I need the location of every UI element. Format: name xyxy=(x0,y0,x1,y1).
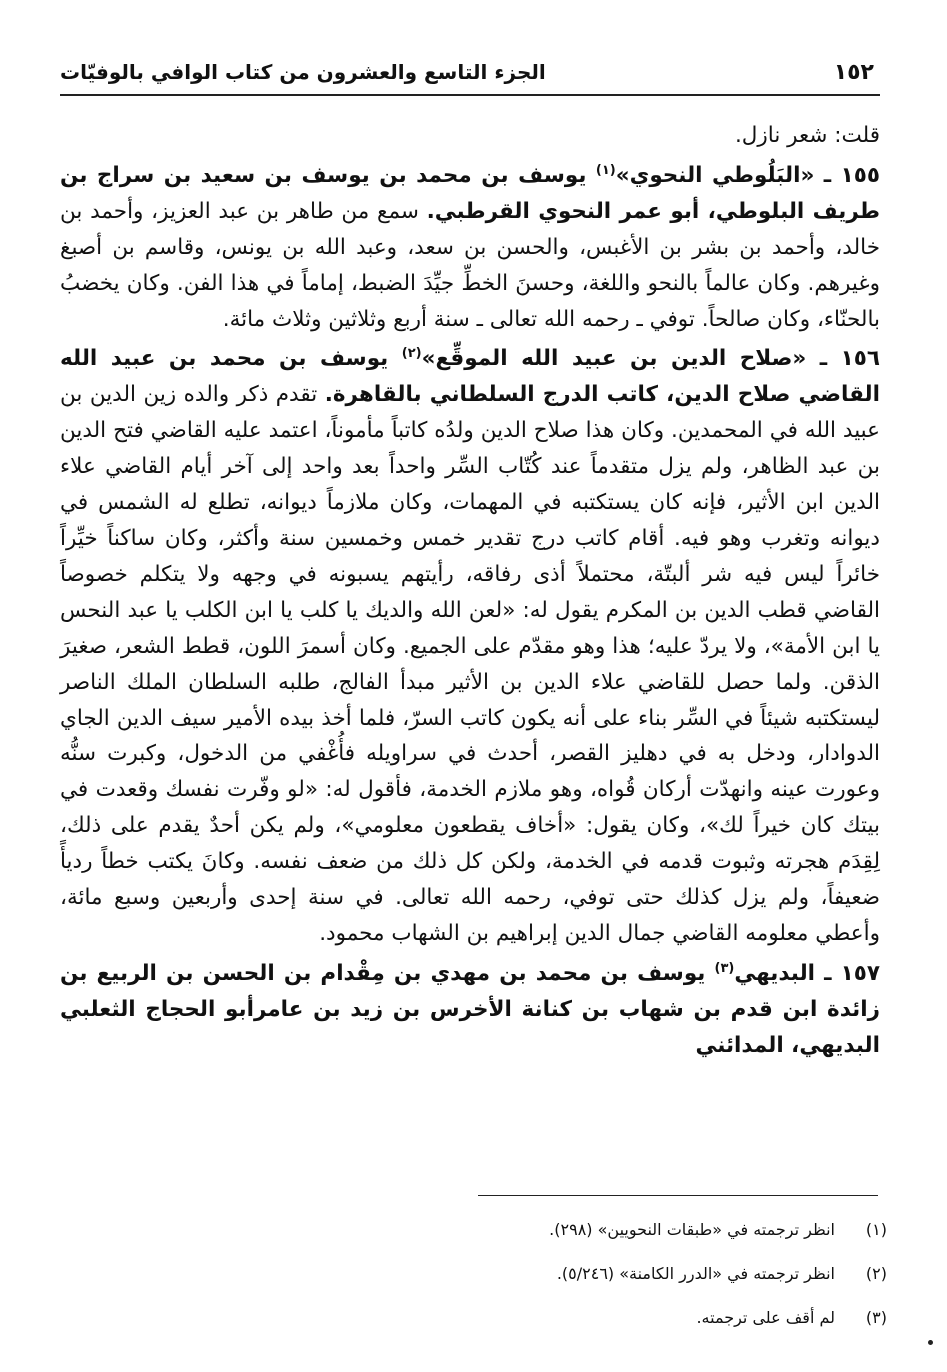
page-number: ١٥٢ xyxy=(833,60,874,85)
scan-speck xyxy=(928,1340,933,1345)
footnote-ref-2: (٢) xyxy=(401,346,422,362)
footnote-2-number: (٢) xyxy=(865,1264,887,1283)
entry-157-heading: ١٥٧ ـ البديهي xyxy=(734,960,880,986)
footnote-1 xyxy=(67,1208,887,1252)
footnote-3 xyxy=(67,1296,887,1340)
main-text xyxy=(60,118,880,1064)
page-header xyxy=(60,48,880,96)
qult-line: قلت: شعر نازل. xyxy=(734,123,880,148)
entry-156-text: تقدم ذكر والده زين الدين بن عبيد الله في المحمدين. وكان هذا صلاح الدين ولدُه كاتباً مأموناً، اعتمد عليه القاضي فتح الدين بن عبد الظاهر، ولم يزل متقدماً عند كُتّاب السِّر واحداً بعد واحد إلى آخر أيام القاضي علاء الدين ابن الأثير، فإنه كان يستكتبه في المهمات، وكان ملازماً ديوانه، تطلع له الشمس في ديوانه وتغرب وهو فيه. أقام كاتب درج تقدير خمس وخمسين سنة وأكثر، وكان ساكناً خيِّراً خائراً ليس فيه شر ألبتّة، محتملاً أذى رفاقه، رأيتهم يسبونه في وجهه ولا يتكلم خصوصاً القاضي قطب الدين بن المكرم يقول له: «لعن الله والديك يا كلب يا ابن الكلب يا عبد النحس يا ابن الأمة»، ولا يردّ عليه؛ هذا وهو مقدّم على الجميع. وكان أسمرَ اللون، قطط الشعر، صغيرَ الذقن. ولما حصل للقاضي علاء الدين بن الأثير مبدأ الفالج، طلبه السلطان الملك الناصر ليستكتبه شيئاً في السِّر بناء على أنه يكون كاتب السرّ، فلما أخذ بيده الأمير سيف الدين الجاي الدوادار، ودخل به في دهليز القصر، أحدث في سراويله فأُغْفي من الدخول، وكبرت سنُّه وعورت عينه وانهدّت أركان قُواه، وهو ملازم الخدمة، فأقول له: «لو وفّرت نفسك وقعدت في بيتك كان خيراً لك»، وكان يقول: «أخاف يقطعون معلومي»، ولم يكن أحدٌ يقدم على ذلك، لِقِدَم هجرته وثبوت قدمه في الخدمة، ولكن كل ذلك من ضعف نفسه. وكانَ يكتب خطاً رديأً ضعيفاً، ولم يزل كذلك حتى توفي، رحمه الله تعالى. في سنة إحدى وأربعين وسبع مائة، وأعطي معلومه القاضي جمال الدين إبراهيم بن الشهاب محمود. xyxy=(60,382,880,946)
entry-155-heading: ١٥٥ ـ «البَلُوطي النحوي» xyxy=(615,162,880,188)
footnote-separator xyxy=(478,1195,878,1196)
footnote-1-text: انظر ترجمته في «طبقات النحويين» (٢٩٨). xyxy=(549,1220,835,1239)
entry-157-name: يوسف بن محمد بن مهدي بن مِقْدام بن الحسن بن الربيع بن زائدة ابن قدم بن شهاب بن كنانة الأخرس بن زيد بن عامرأبو الحجاج الثعلبي البديهي، المدائني xyxy=(60,960,880,1058)
entry-156 xyxy=(60,341,880,951)
footnote-ref-3: (٣) xyxy=(714,960,735,976)
footnote-1-number: (١) xyxy=(865,1220,887,1239)
footnotes xyxy=(67,1208,887,1340)
entry-155 xyxy=(60,158,880,338)
running-title: الجزء التاسع والعشرون من كتاب الوافي بالوفيّات xyxy=(60,60,546,84)
entry-155-text: سمع من طاهر بن عبد العزيز، وأحمد بن خالد، وأحمد بن بشر بن الأغبس، والحسن بن سعد، وعبد الله بن يونس، وقاسم بن أصبغ وغيرهم. وكان عالماً بالنحو واللغة، وحسنَ الخطِّ جيِّدَ الضبط، إماماً في هذا الفن. وكان يخضبُ بالحنّاء، وكان صالحاً. توفي ـ رحمه الله تعالى ـ سنة أربع وثلاثين وثلاث مائة. xyxy=(60,198,880,332)
entry-156-name: يوسف بن محمد بن عبيد الله القاضي صلاح الدين، كاتب الدرج السلطاني بالقاهرة. xyxy=(60,346,880,408)
footnote-3-text: لم أقف على ترجمته. xyxy=(696,1308,835,1327)
footnote-2 xyxy=(67,1252,887,1296)
entry-157 xyxy=(60,956,880,1064)
footnote-2-text: انظر ترجمته في «الدرر الكامنة» (٥/٢٤٦). xyxy=(556,1264,835,1283)
footnote-3-number: (٣) xyxy=(865,1308,887,1327)
footnote-ref-1: (١) xyxy=(595,162,616,178)
entry-155-name: يوسف بن محمد بن يوسف بن سعيد بن سراج بن طريف البلوطي، أبو عمر النحوي القرطبي. xyxy=(60,162,880,224)
entry-156-heading: ١٥٦ ـ «صلاح الدين بن عبيد الله الموقِّع» xyxy=(421,346,880,372)
